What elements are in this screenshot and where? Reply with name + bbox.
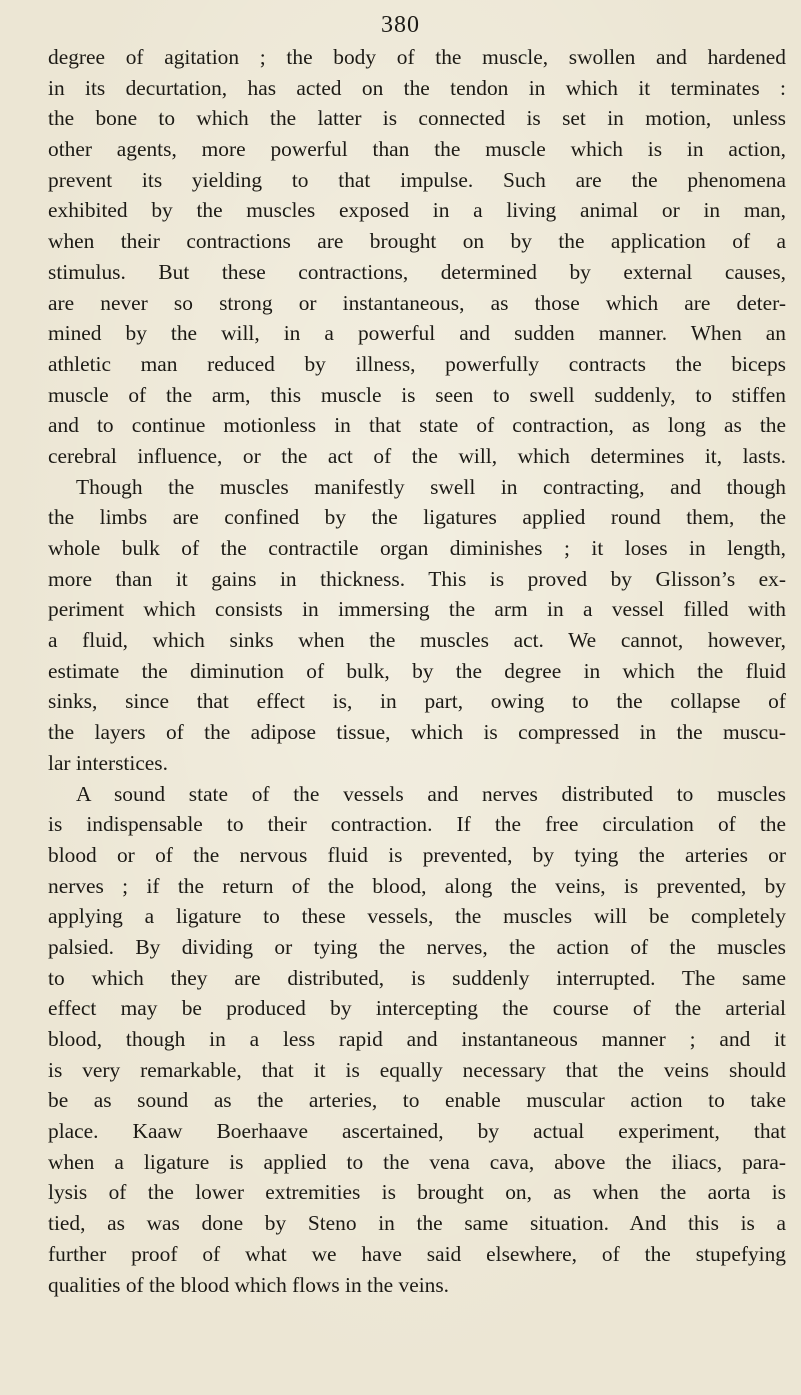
text-line: blood or of the nervous fluid is prevented, by tying the arteries or — [48, 842, 786, 867]
text-line: to which they are distributed, is suddenly interrupted. The same — [48, 965, 786, 990]
text-line: periment which consists in immersing the arm in a vessel filled with — [48, 597, 786, 622]
text-line: muscle of the arm, this muscle is seen to swell suddenly, to stiffen — [48, 382, 786, 407]
text-line: prevent its yielding to that impulse. Such are the phenomena — [48, 167, 786, 192]
text-line: the layers of the adipose tissue, which is compressed in the muscu- — [48, 720, 786, 745]
text-line: exhibited by the muscles exposed in a living animal or in man, — [48, 198, 786, 223]
text-line: and to continue motionless in that state of contraction, as long as the — [48, 413, 786, 438]
paragraph-3 — [48, 779, 786, 1301]
text-line: tied, as was done by Steno in the same situation. And this is a — [48, 1211, 786, 1236]
text-line: palsied. By dividing or tying the nerves, the action of the muscles — [48, 934, 786, 959]
text-line: be as sound as the arteries, to enable muscular action to take — [48, 1088, 786, 1113]
text-line: lysis of the lower extremities is brought on, as when the aorta is — [48, 1180, 786, 1205]
text-line: in its decurtation, has acted on the tendon in which it terminates : — [48, 75, 786, 100]
text-line: Though the muscles manifestly swell in contracting, and though — [76, 474, 786, 499]
text-line: other agents, more powerful than the muscle which is in action, — [48, 137, 786, 162]
text-line: the limbs are confined by the ligatures applied round them, the — [48, 505, 786, 530]
text-line: cerebral influence, or the act of the will, which determines it, lasts. — [48, 443, 786, 468]
text-line: nerves ; if the return of the blood, along the veins, is prevented, by — [48, 873, 786, 898]
text-line: are never so strong or instantaneous, as those which are deter- — [48, 290, 786, 315]
text-line: lar interstices. — [48, 750, 168, 775]
text-line: when their contractions are brought on by the application of a — [48, 229, 786, 254]
page-number: 380 — [381, 12, 420, 38]
text-line: qualities of the blood which flows in the veins. — [48, 1272, 450, 1297]
text-line: a fluid, which sinks when the muscles act. We cannot, however, — [48, 628, 786, 653]
text-line: when a ligature is applied to the vena cava, above the iliacs, para- — [48, 1149, 786, 1174]
text-line: A sound state of the vessels and nerves distributed to muscles — [76, 781, 786, 806]
text-line: more than it gains in thickness. This is proved by Glisson’s ex- — [48, 566, 786, 591]
text-line: whole bulk of the contractile organ diminishes ; it loses in length, — [48, 536, 786, 560]
paragraph-2 — [48, 472, 786, 779]
text-line: blood, though in a less rapid and instantaneous manner ; and it — [48, 1027, 786, 1051]
text-line: applying a ligature to these vessels, the muscles will be completely — [48, 904, 786, 929]
paragraph-1 — [48, 42, 786, 472]
text-line: estimate the diminution of bulk, by the degree in which the fluid — [48, 658, 786, 683]
text-line: athletic man reduced by illness, powerfully contracts the biceps — [48, 351, 786, 376]
text-line: degree of agitation ; the body of the muscle, swollen and hardened — [48, 45, 786, 69]
text-line: is indispensable to their contraction. If the free circulation of the — [48, 812, 786, 837]
text-line: further proof of what we have said elsewhere, of the stupefying — [48, 1241, 786, 1266]
text-line: stimulus. But these contractions, determined by external causes, — [48, 259, 786, 284]
text-line: mined by the will, in a powerful and sudden manner. When an — [48, 321, 786, 346]
text-line: sinks, since that effect is, in part, owing to the collapse of — [48, 689, 786, 714]
text-line: place. Kaaw Boerhaave ascertained, by actual experiment, that — [48, 1119, 786, 1144]
body-text — [48, 42, 786, 1300]
text-line: the bone to which the latter is connected is set in motion, unless — [48, 106, 786, 131]
text-line: effect may be produced by intercepting the course of the arterial — [48, 996, 786, 1021]
text-line: is very remarkable, that it is equally necessary that the veins should — [48, 1057, 786, 1082]
